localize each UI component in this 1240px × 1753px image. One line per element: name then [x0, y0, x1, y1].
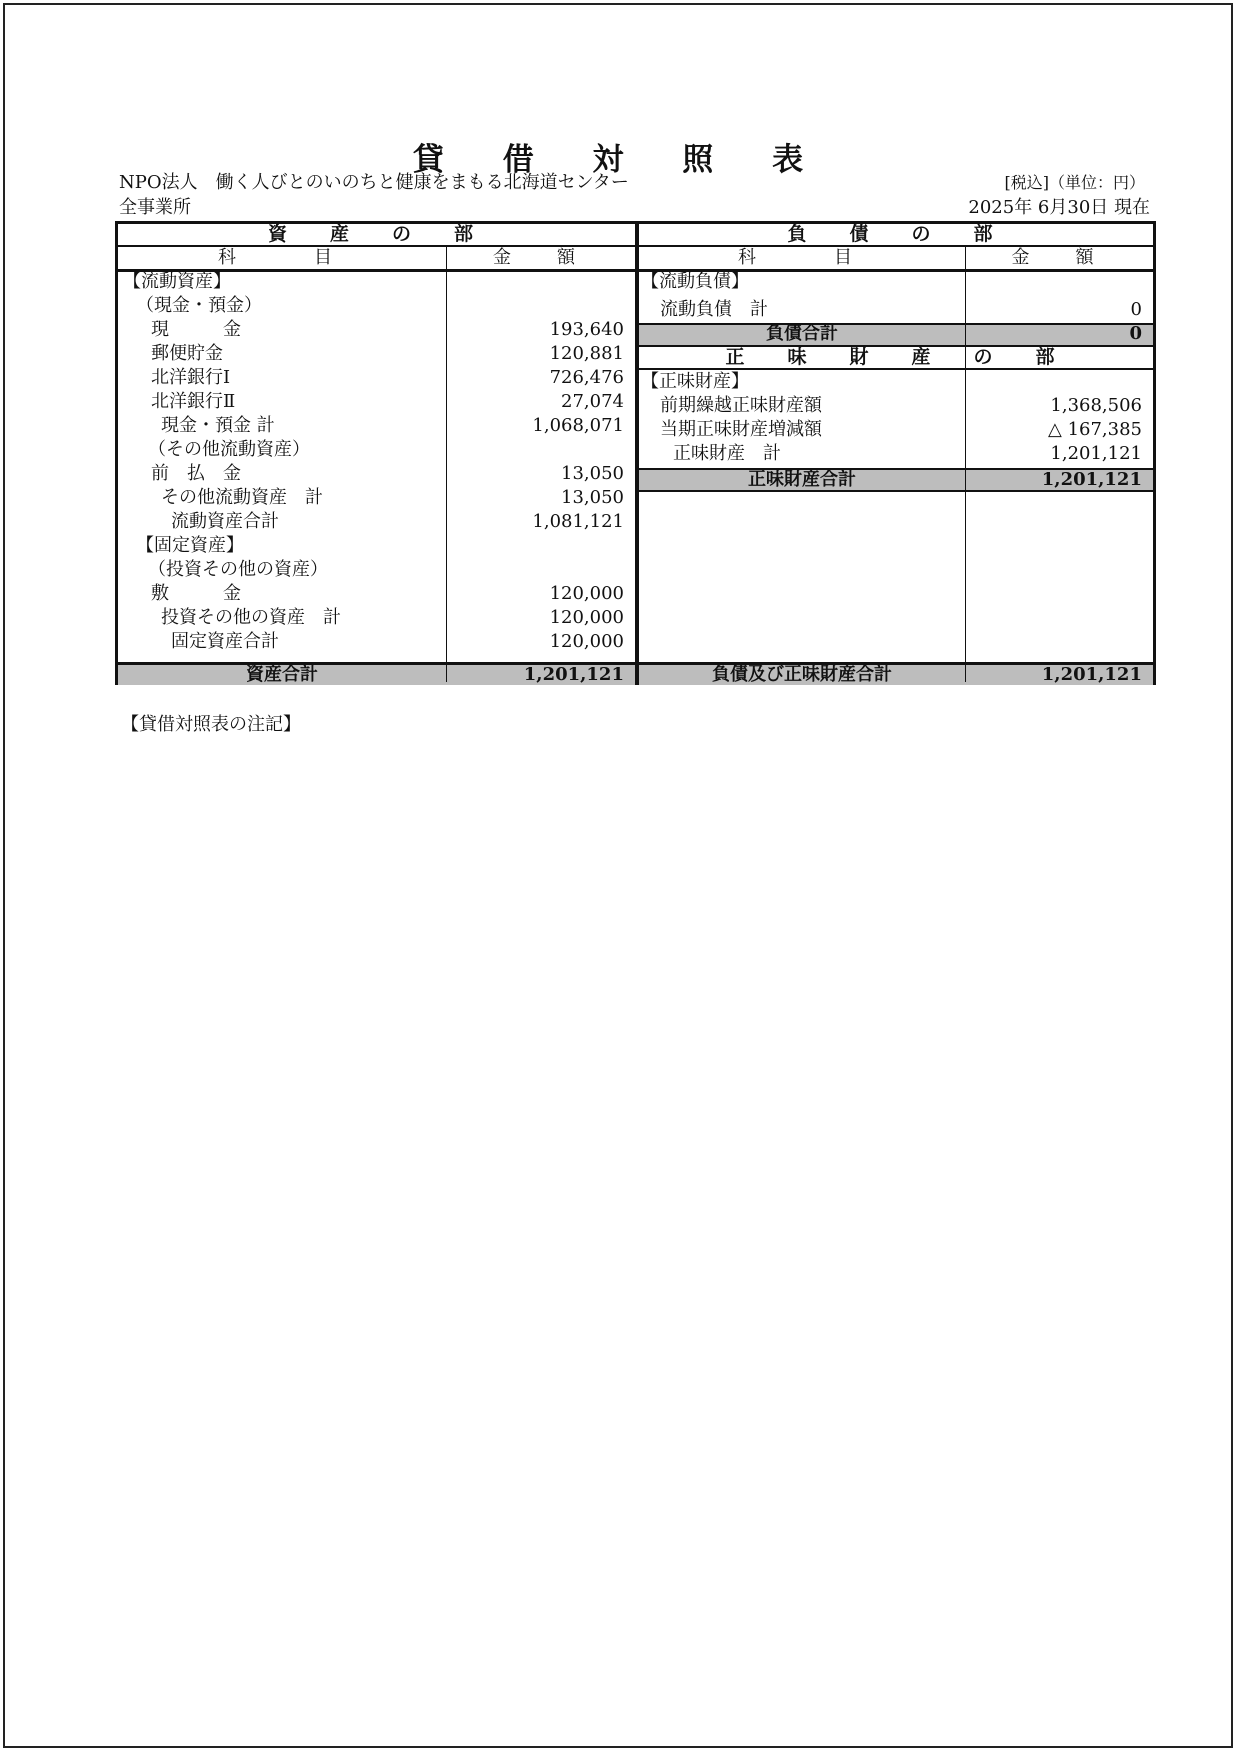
asset-row-label: その他流動資産 計	[161, 487, 323, 508]
assets-section-title: 資 産 の 部	[267, 223, 485, 245]
asset-row-amount: 1,068,071	[532, 415, 624, 436]
liability-row-amount: 0	[1130, 299, 1142, 320]
asset-row-label: 北洋銀行Ⅱ	[151, 391, 236, 412]
asset-row-amount: 120,000	[549, 607, 624, 628]
office-scope: 全事業所	[119, 197, 191, 218]
net-asset-row-label: 前期繰越正味財産額	[660, 395, 822, 416]
net-assets-total-label: 正味財産合計	[748, 469, 856, 490]
asset-row-amount: 120,000	[549, 583, 624, 604]
net-assets-section-title: 正 味 財 産 の 部	[725, 346, 1067, 368]
asset-row-label: （その他流動資産）	[148, 439, 310, 460]
asset-row-label: 北洋銀行Ⅰ	[151, 367, 231, 388]
assets-total-label: 資産合計	[246, 664, 318, 685]
tax-unit-note: [税込]（単位：円）	[1004, 173, 1145, 192]
asset-row-label: 郵便貯金	[151, 343, 223, 364]
asset-row-amount: 13,050	[561, 463, 624, 484]
asset-row-amount: 13,050	[561, 487, 624, 508]
liability-row-label: 【流動負債】	[641, 271, 749, 292]
net-asset-row-amount: 1,368,506	[1050, 395, 1142, 416]
asset-row-label: 現 金	[151, 319, 241, 340]
asset-row-label: 【流動資産】	[123, 271, 231, 292]
asset-row-label: 流動資産合計	[171, 511, 279, 532]
net-asset-row-label: 正味財産 計	[673, 443, 781, 464]
asset-row-label: 固定資産合計	[171, 631, 279, 652]
asset-row-amount: 1,081,121	[532, 511, 624, 532]
liability-row-label: 流動負債 計	[660, 299, 768, 320]
asset-row-amount: 27,074	[561, 391, 624, 412]
organization-name: NPO法人 働く人びとのいのちと健康をまもる北海道センター	[119, 172, 629, 193]
assets-item-header: 科 目	[218, 247, 346, 268]
asset-row-label: 【固定資産】	[136, 535, 244, 556]
assets-total-amount: 1,201,121	[523, 664, 624, 685]
liabilities-item-header: 科 目	[738, 247, 866, 268]
asset-row-label: （現金・預金）	[136, 295, 262, 316]
asset-row-amount: 120,881	[549, 343, 624, 364]
liabilities-total-amount: 0	[1129, 323, 1142, 344]
balance-sheet-table	[115, 221, 1156, 685]
asset-row-amount: 120,000	[549, 631, 624, 652]
liabilities-amount-header: 金 額	[1011, 247, 1108, 268]
asset-row-label: 敷 金	[151, 583, 241, 604]
asset-row-label: 現金・預金 計	[161, 415, 275, 436]
grand-total-amount: 1,201,121	[1041, 664, 1142, 685]
asset-row-label: （投資その他の資産）	[148, 559, 328, 580]
as-of-date: 2025年 6月30日 現在	[968, 197, 1150, 218]
asset-row-amount: 193,640	[549, 319, 624, 340]
asset-row-amount: 726,476	[549, 367, 624, 388]
center-divider	[635, 224, 639, 682]
net-asset-row-amount: △ 167,385	[1048, 419, 1142, 440]
net-asset-row-label: 当期正味財産増減額	[660, 419, 822, 440]
asset-row-label: 投資その他の資産 計	[161, 607, 341, 628]
net-assets-total-amount: 1,201,121	[1041, 469, 1142, 490]
notes-heading: 【貸借対照表の注記】	[121, 714, 301, 735]
grand-total-label: 負債及び正味財産合計	[712, 664, 892, 685]
net-asset-row-amount: 1,201,121	[1050, 443, 1142, 464]
liabilities-section-title: 負 債 の 部	[787, 223, 1005, 245]
liabilities-total-label: 負債合計	[766, 323, 838, 344]
asset-row-label: 前 払 金	[151, 463, 241, 484]
assets-amount-header: 金 額	[493, 247, 589, 268]
document-title: 貸 借 対 照 表	[412, 142, 828, 178]
net-asset-row-label: 【正味財産】	[641, 371, 749, 392]
